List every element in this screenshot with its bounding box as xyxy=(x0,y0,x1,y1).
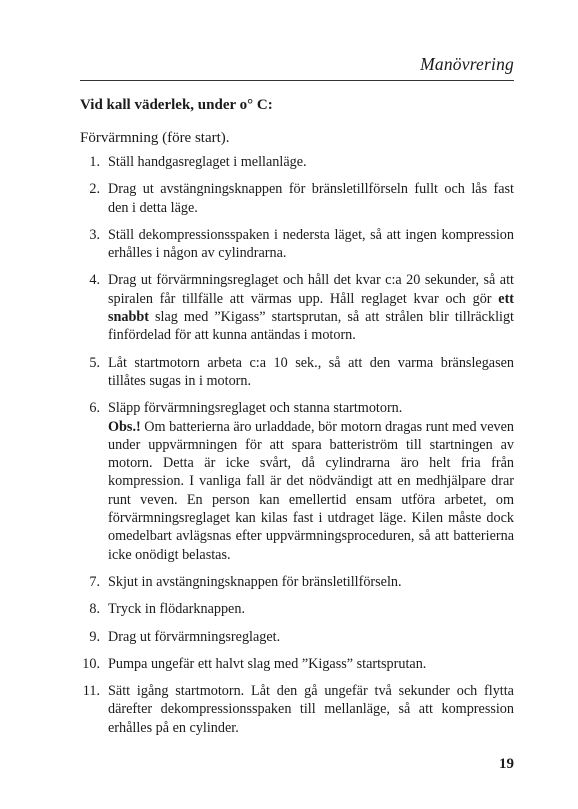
item-number: 6. xyxy=(89,400,100,417)
item-text: Släpp förvärmningsreglaget och stanna startmotorn. xyxy=(108,400,403,417)
instruction-list xyxy=(72,153,514,746)
intro-line: Förvärmning (före start). xyxy=(80,130,230,146)
item-text-start: Drag ut förvärmningsreglaget och håll det kvar c:a 20 sekunder, så att spiralen får tillfälle att värmas upp. Håll reglaget kvar och gör xyxy=(108,272,514,307)
item-number: 4. xyxy=(89,272,100,289)
item-text-end: slag med ”Kigass” startsprutan, så att strålen blir tillräckligt finfördelad för att kunna antändas i motorn. xyxy=(108,309,514,344)
item-text: Pumpa ungefär ett halvt slag med ”Kigass” startsprutan. xyxy=(108,655,427,672)
item-number: 10. xyxy=(82,655,100,672)
item-text: Tryck in flödarknappen. xyxy=(108,601,245,618)
item-text: Ställ dekompressionsspaken i nedersta läget, så att ingen kompression erhålles i någon av cylindrarna. xyxy=(108,226,514,262)
item-text: Drag ut förvärmningsreglaget. xyxy=(108,628,281,645)
list-item xyxy=(72,226,514,263)
list-item xyxy=(72,153,514,171)
list-item xyxy=(72,399,514,564)
list-item xyxy=(72,271,514,344)
list-item xyxy=(72,573,514,591)
item-number: 8. xyxy=(89,601,100,618)
item-number: 7. xyxy=(89,573,100,590)
item-text: Skjut in avstängningsknappen för bränsletillförseln. xyxy=(108,573,402,590)
item-text: Drag ut avstängningsknappen för bränsletillförseln fullt och lås fast den i detta läge. xyxy=(108,181,514,216)
running-head: Manövrering xyxy=(420,54,514,74)
list-item xyxy=(72,682,514,737)
note-paragraph xyxy=(108,418,514,564)
item-number: 2. xyxy=(89,181,100,198)
note-label: Obs.! xyxy=(108,418,141,435)
item-number: 9. xyxy=(89,628,100,645)
section-heading: Vid kall väderlek, under o° C: xyxy=(80,97,273,113)
emphasis-text: ett snabbt xyxy=(108,290,515,326)
item-text xyxy=(108,271,514,344)
list-item xyxy=(72,628,514,646)
item-text: Låt startmotorn arbeta c:a 10 sek., så att den varma bränslegasen tillåtes sugas in i motorn. xyxy=(108,354,514,389)
note-text: Om batterierna äro urladdade, bör motorn dragas runt med veven under uppvärmningen för att spara batteriström till startningen av motorn. Detta är icke svårt, då cylindrarna äro helt fria från kompression. I vanliga fall är det nödvändigt att en medhjälpare drar runt veven. En person kan emellertid ensam utföra arbetet, om förvärmningsreglaget kan kilas fast i utdraget läge. Kilen måste dock omedelbart avlägsnas efter uppvärmningsproceduren, så att batterierna icke onödigt belastas. xyxy=(108,418,515,563)
item-text: Ställ handgasreglaget i mellanläge. xyxy=(108,154,307,170)
item-text: Sätt igång startmotorn. Låt den gå ungefär två sekunder och flytta därefter dekompressionsspaken till mellanläge, så att kompression erhålles på en cylinder. xyxy=(108,683,514,736)
list-item xyxy=(72,600,514,618)
page-number: 19 xyxy=(499,756,514,772)
list-item xyxy=(72,354,514,391)
item-number: 1. xyxy=(89,154,100,170)
list-item xyxy=(72,655,514,673)
item-number: 3. xyxy=(89,226,100,243)
item-number: 11. xyxy=(82,683,100,700)
header-rule xyxy=(80,80,514,81)
item-number: 5. xyxy=(89,354,100,371)
list-item xyxy=(72,180,514,217)
